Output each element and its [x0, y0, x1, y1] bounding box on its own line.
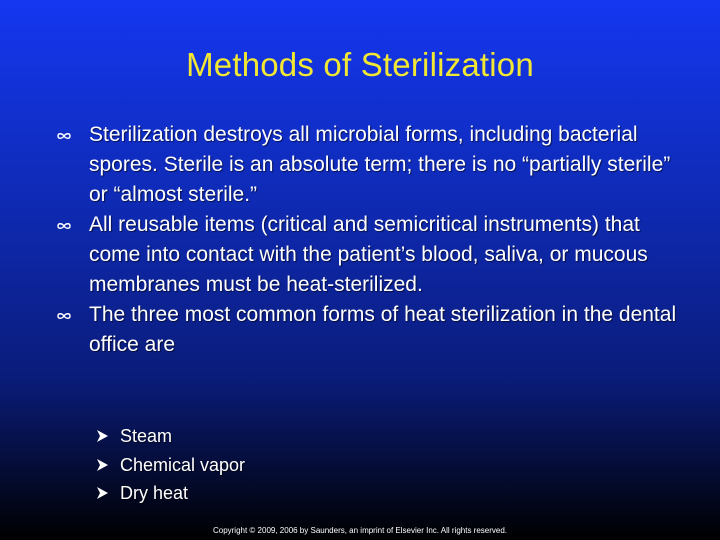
bullet-item [56, 180, 696, 210]
slide-title: Methods of Sterilization [186, 46, 534, 83]
sub-bullet-text: Chemical vapor [120, 454, 246, 475]
infinity-bullet-icon [56, 132, 72, 140]
bullet-text: All reusable items (critical and semicritical instruments) that come into contact with the patient’s blood, saliva, or mucous membranes must be heat-sterilized. [89, 213, 648, 296]
sub-bullet-item [96, 422, 496, 451]
infinity-bullet-icon [56, 312, 72, 320]
bullet-list [56, 120, 696, 360]
arrowhead-bullet-icon [97, 459, 108, 471]
bullet-text-continuation: or “almost sterile.” [89, 183, 258, 206]
infinity-bullet-icon [56, 222, 72, 230]
bullet-text: The three most common forms of heat sterilization in the dental office are [89, 303, 677, 356]
arrowhead-bullet-icon [97, 430, 108, 442]
sub-bullet-text: Dry heat [120, 483, 189, 503]
bullet-item [56, 120, 696, 180]
copyright-footer: Copyright © 2009, 2006 by Saunders, an imprint of Elsevier Inc. All rights reserved. [212, 526, 508, 535]
sub-bullet-list [96, 422, 496, 508]
sub-bullet-item [96, 479, 496, 508]
bullet-item [56, 300, 696, 360]
arrowhead-bullet-icon [97, 487, 108, 499]
bullet-item [56, 210, 696, 300]
sub-bullet-text: Steam [120, 426, 173, 446]
bullet-text: Sterilization destroys all microbial forms, including bacterial spores. Sterile is an absolute term; there is no “partially sterile” [89, 123, 671, 176]
sub-bullet-item [96, 451, 496, 480]
